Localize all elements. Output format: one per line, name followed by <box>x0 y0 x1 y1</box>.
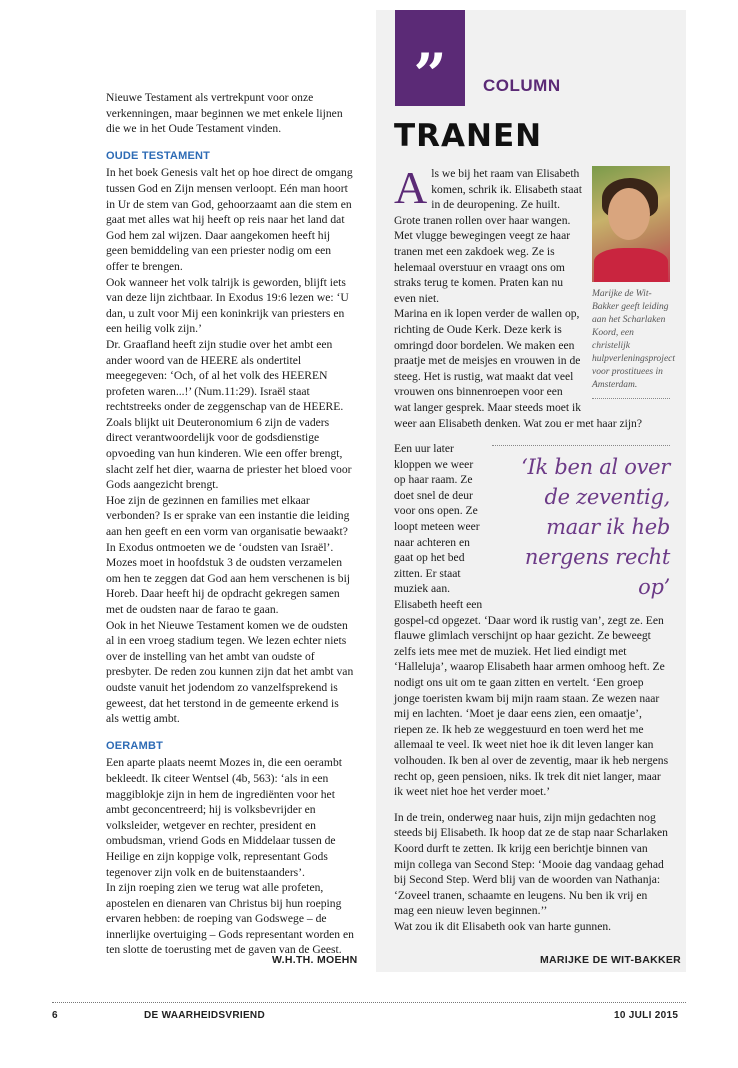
paragraph: Een aparte plaats neemt Mozes in, die een oerambt bekleedt. Ik citeer Wentsel (4b, 563): ‘als in een maggiblokje zijn in hem de ingrediënten voor het ambt geconcentreerd; hij is volksbevrijder en volksleider, wetgever en rechter, president en ombudsman, vriend Gods en Middelaar tussen de Heilige en zijn koppige volk, representant Gods tegenover zijn volk en de buitenstaanders’. <box>106 756 342 879</box>
right-author-signature: MARIJKE DE WIT-BAKKER <box>540 954 682 966</box>
author-photo <box>592 166 670 282</box>
column-label: COLUMN <box>483 76 561 95</box>
paragraph: In zijn roeping zien we terug wat alle profeten, apostelen en dienaren van Christus bij hun roeping ervaren hebben: de roeping van Godswege – de innerlijke overtuiging – Gods representant worden en ten slotte de toerusting met de gaven van de Geest. <box>106 881 354 957</box>
section-heading-oude-testament: OUDE TESTAMENT <box>106 149 211 162</box>
left-article-column <box>106 90 354 958</box>
quote-mark-box <box>395 10 465 109</box>
paragraph: Ook in het Nieuwe Testament komen we de oudsten al in een vroeg stadium tegen. We lezen echter niets over de instelling van het ambt van oudste of presbyter. De reden zou kunnen zijn dat het ambt van oudste vanuit het jodendom zo vanzelfsprekend is geweest, dat het terstond in de gemeente erkend is als wettig ambt. <box>106 618 354 726</box>
paragraph: Ook wanneer het volk talrijk is geworden, blijft iets van deze lijn zichtbaar. In Exodus 19:6 lezen we: ‘U dan, u zult voor Mij een koninkrijk van priesters en een heilig volk zijn.’ <box>106 275 349 336</box>
pull-quote: ‘Ik ben al over de zeventig, maar ik heb nergens recht op’ <box>492 445 670 602</box>
article-title: TRANEN <box>394 118 543 154</box>
paragraph: Dr. Graafland heeft zijn studie over het ambt een ander woord van de HEERE als ondertitel meegegeven: ‘Och, of al het volk des HEEREN profeten waren...!’ (Num.11:29). Israël staat rechtstreeks onder de zeggenschap van de HEERE. Zoals blijkt uit Deuteronomium 6 zijn de vaders direct verantwoordelijk voor de godsdienstige opvoeding van hun kinderen. Wie een offer brengt, slacht zelf het dier, waarna de priester het bloed voor Gods aangezicht brengt. <box>106 337 352 492</box>
paragraph: In het boek Genesis valt het op hoe direct de omgang tussen God en Zijn mensen verloopt. Eén man hoort in Ur de stem van God, gehoorzaamt aan die stem en gaat met alles wat hij heeft op reis naar het land dat God hem zal wijzen. Daar aangekomen heeft hij geen bemiddeling van een priester nodig om een offer te brengen. <box>106 166 353 273</box>
paragraph: Marina en ik lopen verder de wallen op, richting de Oude Kerk. Deze kerk is omringd door bordelen. We maken een praatje met de meisjes en vrouwen in de steeg. Het is rustig, wat maakt dat veel vrouwen ons binnenroepen voor een wat langer gesprek. Maar steeds moet ik weer aan Elisabeth denken. Wat zou er met haar zijn? <box>394 307 643 430</box>
drop-cap: A <box>394 162 428 213</box>
section-heading-oerambt: OERAMBT <box>106 739 164 752</box>
paragraph: ‘Ik ben al over de zeventig, maar ik heb nergens recht op’ Een uur later kloppen we weer op haar raam. Ze doet snel de deur voor ons open. Ze loopt meteen weer naar achteren en gaat op het bed zitten. Er staat muziek aan. Elisabeth heeft een gospel-cd opgezet. ‘Daar word ik rustig van’, zegt ze. Een flauwe glimlach verschijnt op haar gezicht. Ze beweegt zelfs iets mee met de muziek. Het lied eindigt met ‘Halleluja’, waarop Elisabeth haar armen omhoog heft. Ze nodigt ons uit om te gaan zitten en vertelt. ‘Een groep jonge toeristen kwam bij mijn raam staan. Ze wezen naar mij en lachten. ‘Moet je daar eens zien, een omaatje’, riepen ze. Ik heb ze weggestuurd en toen werd het me allemaal te veel. Ik weet niet hoe ik dit leven langer kan volhouden. Ik ben al over de zeventig, maar ik heb nergens recht op, geen pensioen, niks. Ik trek dit niet langer, maar ik weet niet hoe het verder moet.’ <box>394 442 670 799</box>
magazine-name: DE WAARHEIDSVRIEND <box>144 1010 265 1021</box>
paragraph: Hoe zijn de gezinnen en families met elkaar verbonden? Is er sprake van een instantie die leiding aan hen geeft en een vorm van organisatie bewaakt? In Exodus ontmoeten we de ‘oudsten van Israël’. Mozes moet in hoofdstuk 3 de oudsten verzamelen om hen te zeggen dat God aan hem verschenen is bij Horeb. Daar heeft hij de opdracht gekregen samen met de oudsten naar de farao te gaan. <box>106 493 351 616</box>
left-author-signature: W.H.TH. MOEHN <box>272 954 358 966</box>
photo-caption: Marijke de Wit-Bakker geeft leiding aan het Scharlaken Koord, een christelijk hulpverleningsproject voor prostituees in Amsterdam. <box>592 288 670 399</box>
author-photo-block <box>592 166 676 399</box>
paragraph: In de trein, onderweg naar huis, zijn mijn gedachten nog steeds bij Elisabeth. Ik hoop dat ze de stap naar Scharlaken Koord durft te zetten. Ik krijg een berichtje binnen van mijn collega van Second Step: ‘Mooie dag vandaag gehad bij Second Step. Werd blij van de woorden van Nathanja: ‘Zoveel tranen, schaamte en leugens. Nu ben ik vrij en mag een nieuw leven beginnen.’’ <box>394 810 668 918</box>
right-article-column <box>394 162 676 935</box>
intro-paragraph: Nieuwe Testament als vertrekpunt voor onze verkenningen, maar beginnen we met enkele lijnen die we in het Oude Testament vinden. <box>106 91 343 136</box>
footer-divider <box>52 1002 686 1003</box>
opening-paragraph: Als we bij het raam van Elisabeth komen, schrik ik. Elisabeth staat in de deuropening. Ze huilt. Grote tranen rollen over haar wangen. Met vlugge bewegingen veegt ze haar tranen met een zakdoek weg. Ze is helemaal overstuur en vraagt ons om straks terug te komen. Praten kan nu even niet. <box>394 162 582 305</box>
quote-mark-icon: ” <box>413 41 447 109</box>
page-number: 6 <box>52 1010 58 1021</box>
paragraph: Wat zou ik dit Elisabeth ook van harte gunnen. <box>394 919 612 933</box>
issue-date: 10 JULI 2015 <box>614 1010 679 1021</box>
